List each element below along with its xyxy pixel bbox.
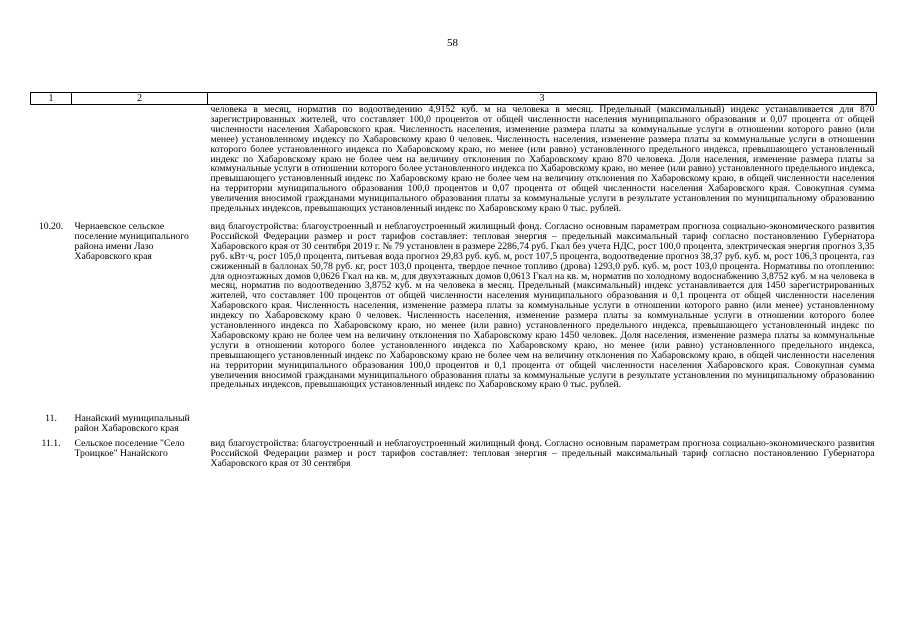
table-row: [31, 434, 877, 469]
row-text: человека в месяц, норматив по водоотведению 4,9152 куб. м на человека в месяц. Предельный (максимальный) индекс устанавливается для 870 зарегистрированных жителей, что составляет 100,0 процентов от общей численности населения муниципального образования и 0,07 процента от общей численности населения Хабаровского края. Численность населения, изменение размера платы за коммунальные услуги в отношении которого равно (или менее) установленному индексу по Хабаровскому краю 0 человек. Численность населения, изменение размера платы за коммунальные услуги в отношении которого более установленного индекса по Хабаровскому краю, но менее (или равно) установленного предельного индекса, превышающего установленный индекс по Хабаровскому краю не более чем на величину отклонения по Хабаровскому краю 870 человека. Доля населения, изменение размера платы за коммунальные услуги в отношении которого более установленного индекса по Хабаровскому краю, но менее (или равно) установленного предельного индекса, превышающего установленный индекс по Хабаровскому краю не более чем на величину отклонения по Хабаровскому краю, в общей численности населения на территории муниципального образования 100,0 процентов и 0,07 процента от общей численности населения Хабаровского края. Совокупная сумма увеличения вносимой гражданами муниципального образования платы за коммунальные услуги в результате установления по муниципальному образованию предельных индексов, превышающих установленный индекс по Хабаровскому краю 0 тыс. рублей.: [210, 104, 875, 215]
table-row: [31, 214, 877, 390]
row-name: Чернаевское сельское поселение муниципального района имени Лазо Хабаровского края: [74, 220, 189, 262]
page-number: 58: [447, 37, 458, 49]
row-number: [31, 105, 72, 214]
row-number: 11.1.: [41, 438, 61, 450]
table-row: [31, 105, 877, 214]
row-name: Сельское поселение "Село Троицкое" Нанайского: [74, 438, 185, 460]
row-name: Нанайский муниципальный район Хабаровского края: [74, 413, 190, 435]
row-text: [208, 390, 877, 434]
row-number: 11.: [45, 413, 57, 425]
table-row: [31, 390, 877, 434]
table-header-row: [31, 93, 877, 105]
header-col-2: 2: [72, 93, 208, 105]
header-col-3: 3: [208, 93, 877, 105]
row-text: вид благоустройства: благоустроенный и неблагоустроенный жилищный фонд. Согласно основным параметрам прогноза социально-экономического развития Российской Федерации размер и рост тарифов составляет: тепловая энергия – предельный максимальный тариф согласно постановлению Губернатора Хабаровского края от 30 сентября 2019 г. № 79 установлен в размере 2286,74 руб. Гкал без учета НДС, рост 100,0 процента, электрическая энергия прогноз 3,35 руб. кВт·ч, рост 105,0 процента, питьевая вода прогноз 29,83 руб. куб. м, рост 107,5 процента, водоотведение прогноз 38,37 руб. куб. м, рост 106,3 процента, газ сжиженный в баллонах 50,78 руб. кг, рост 103,0 процента, твердое печное топливо (дрова) 1293,0 руб. куб. м, рост 103,0 процента. Нормативы по отоплению: для одноэтажных домов 0,0626 Гкал на кв. м, для двухэтажных домов 0,0613 Гкал на кв. м, норматив по холодному водоснабжению 3,8752 куб. м на человека в месяц, норматив по водоотведению 3,8752 куб. м на человека в месяц. Предельный (максимальный) индекс устанавливается для 1450 зарегистрированных жителей, что составляет 100 процентов от общей численности населения муниципального образования и 0,1 процента от общей численности населения Хабаровского края. Численность населения, изменение размера платы за коммунальные услуги в отношении которого равно (или менее) установленному индексу по Хабаровскому краю 0 человек. Численность населения, изменение размера платы за коммунальные услуги в отношении которого более установленного индекса по Хабаровскому краю, но менее (или равно) установленного предельного индекса, превышающего установленный индекс по Хабаровскому краю не более чем на величину отклонения по Хабаровскому краю 1450 человек. Доля населения, изменение размера платы за коммунальные услуги в отношении которого более установленного индекса по Хабаровскому краю, но менее (или равно) установленного предельного индекса, превышающего установленный индекс по Хабаровскому краю не более чем на величину отклонения по Хабаровскому краю, в общей численности населения на территории муниципального образования 100,0 процентов и 0,1 процента от общей численности населения Хабаровского края. Совокупная сумма увеличения вносимой гражданами муниципального образования платы за коммунальные услуги в результате установления по муниципальному образованию предельных индексов, превышающих установленный индекс по Хабаровскому краю 0 тыс. рублей.: [210, 220, 875, 391]
row-text: вид благоустройства: благоустроенный и неблагоустроенный жилищный фонд. Согласно основным параметрам прогноза социально-экономического развития Российской Федерации размер и рост тарифов составляет: тепловая энергия – предельный максимальный тариф согласно постановлению Губернатора Хабаровского края от 30 сентября: [210, 438, 875, 469]
tariff-table: [30, 92, 877, 469]
row-name: [72, 105, 208, 214]
header-col-1: 1: [31, 93, 72, 105]
row-number: 10.20.: [38, 220, 64, 232]
